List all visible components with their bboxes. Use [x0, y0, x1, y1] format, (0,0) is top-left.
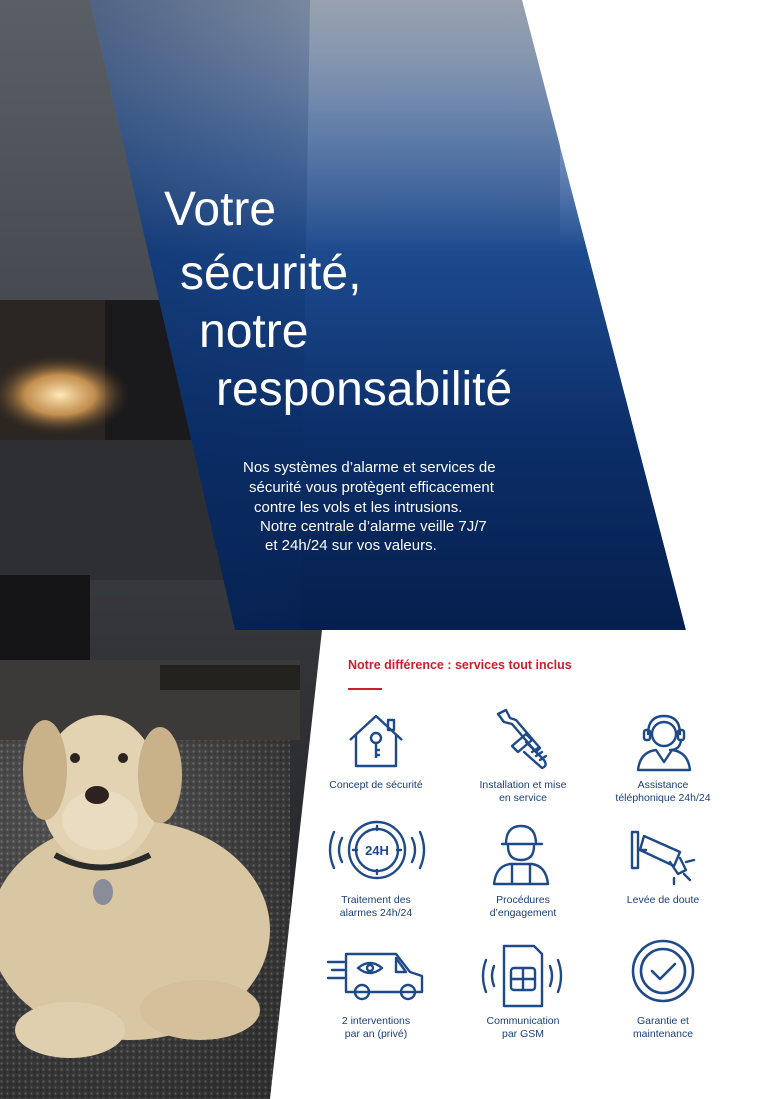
house-key-icon [346, 712, 406, 770]
intro-line-5: et 24h/24 sur vos valeurs. [265, 537, 437, 554]
headline-line-4: responsabilité [216, 363, 513, 416]
service-label-assistance: Assistance téléphonique 24h/24 [615, 779, 711, 804]
headset-operator-icon [634, 710, 694, 772]
sim-card-gsm-icon [480, 944, 564, 1008]
title-underline [348, 688, 382, 690]
wrench-screwdriver-icon [492, 708, 554, 772]
headline-line-3: notre [199, 305, 309, 358]
intro-line-1: Nos systèmes d’alarme et services de [243, 459, 496, 476]
security-camera-icon [630, 826, 696, 886]
service-label-procedures: Procédures d’engagement [489, 894, 557, 919]
headline-line-2: sécurité, [180, 247, 362, 300]
service-label-levee: Levée de doute [626, 894, 700, 906]
24h-clock-icon [328, 818, 426, 882]
24h-badge-text: 24H [365, 843, 389, 858]
intro-line-4: Notre centrale d’alarme veille 7J/7 [260, 518, 487, 535]
intro-line-3: contre les vols et les intrusions. [254, 499, 463, 516]
technician-cap-icon [490, 822, 552, 886]
service-label-installation: Installation et mise en service [479, 779, 567, 804]
service-label-concept: Concept de sécurité [329, 779, 423, 791]
services-title: Notre différence : services tout inclus [348, 658, 572, 672]
headline-line-1: Votre [164, 183, 277, 236]
patrol-van-icon [326, 948, 426, 1004]
check-badge-icon [630, 938, 696, 1004]
service-label-communication: Communication par GSM [486, 1015, 560, 1040]
service-label-traitement: Traitement des alarmes 24h/24 [339, 894, 413, 919]
intro-line-2: sécurité vous protègent efficacement [249, 479, 494, 496]
service-label-interventions: 2 interventions par an (privé) [341, 1015, 411, 1040]
service-label-garantie: Garantie et maintenance [632, 1015, 694, 1040]
